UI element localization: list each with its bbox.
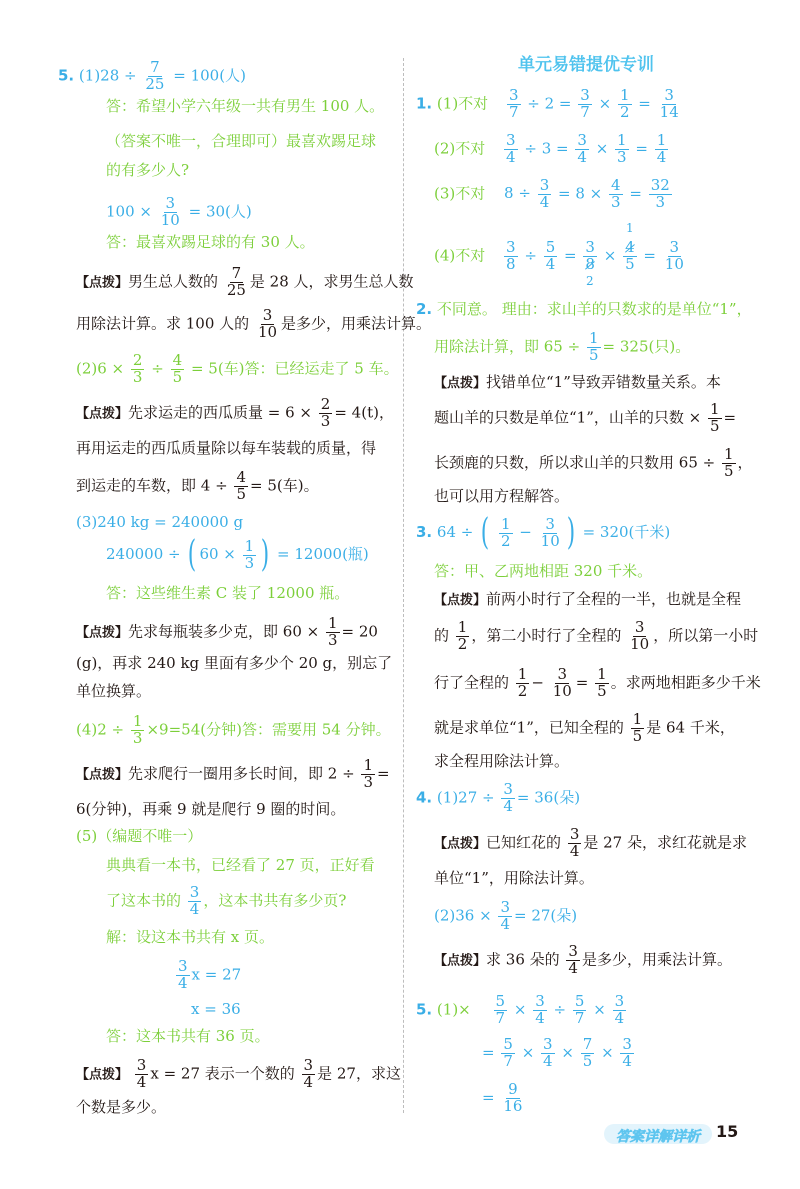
cancel-result-bottom: 2 (586, 274, 594, 288)
q5-3-line: (3)240 kg = 240000 g (76, 513, 244, 531)
p1-row-1: 1. (1)不对 $\frac{3}{7}$ ÷ 2 = $\frac{3}{7}$ × $\frac{1}{2}$ = $\frac{3}{14}$ (416, 86, 679, 121)
fraction: $\frac{3}{7}$ (508, 86, 519, 121)
tip-tag: 【点拨】 (434, 953, 487, 969)
fraction: $\frac{9}{16}$ (503, 1080, 523, 1115)
answer-line: 答：甲、乙两地相距 320 千米。 (434, 562, 653, 580)
tip-tag: 【点拨】 (434, 593, 487, 608)
fraction: $\frac{1}{2}$ (457, 618, 468, 653)
fraction: $\frac{3}{14}$ (659, 86, 679, 121)
tip-line: 【点拨】先求运走的西瓜质量 = 6 × $\frac{2}{3}$ = 4(t)， (76, 395, 394, 430)
tip-line: 【点拨】找错单位“1”导致弄错数量关系。本 (434, 373, 721, 391)
tip-line: (g)，再求 240 kg 里面有多少个 20 g，别忘了 (76, 654, 393, 672)
tip-line: 【点拨】前两小时行了全程的一半，也就是全程 (434, 590, 742, 608)
fraction: $\frac{1}{5}$ (588, 329, 599, 364)
fraction: $\frac{3}{10}$ (630, 618, 650, 653)
calc-line: 100 × $\frac{3}{10}$ = 30(人) (106, 194, 252, 229)
note-line: （答案不唯一，合理即可）最喜欢踢足球 (106, 132, 377, 150)
section-title: 单元易错提优专训 (518, 55, 654, 75)
p5-row-2: = $\frac{5}{7}$ × $\frac{3}{4}$ × $\frac{7}{5}$ × $\frac{3}{4}$ (482, 1035, 632, 1070)
tip-line: 长颈鹿的只数，所以求山羊的只数用 65 ÷ $\frac{1}{5}$ ， (434, 445, 753, 480)
fraction: $\frac{1}{5}$ (632, 710, 643, 745)
problem-number: 4. (416, 788, 433, 807)
tip-line: 【点拨】已知红花的 $\frac{3}{4}$ 是 27 朵，求红花就是求 (434, 825, 747, 860)
fraction: $\frac{7}{25}$ (226, 264, 246, 299)
tip-line: 单位“1”，用除法计算。 (434, 869, 594, 887)
p1-row-3: (3)不对 8 ÷ $\frac{3}{4}$ = 8 × $\frac{4}{3}$ = $\frac{32}{3}$ (434, 176, 670, 211)
tip-line: 到运走的车数，即 4 ÷ $\frac{4}{5}$ = 5(车)。 (76, 468, 319, 503)
cancel-result-top: 1 (626, 221, 634, 235)
problem-number: 5. (416, 1000, 433, 1019)
tip-line: 【点拨】先求爬行一圈用多长时间，即 2 ÷ $\frac{1}{3}$ = (76, 756, 390, 791)
tip-line: 【点拨】求 36 朵的 $\frac{3}{4}$ 是多少，用乘法计算。 (434, 942, 732, 977)
tip-line: 的 $\frac{1}{2}$ ，第二小时行了全程的 $\frac{3}{10}$ ，所以第一小时 (434, 618, 759, 653)
equation-line: $\frac{3}{4}$ x = 27 (178, 957, 242, 992)
fraction: $\frac{1}{5}$ (597, 665, 607, 700)
fraction: $\frac{3}{8}$ (506, 238, 516, 273)
fraction: $\frac{1}{4}$ (656, 131, 667, 166)
tip-line: 【点拨】先求每瓶装多少克，即 60 × $\frac{1}{3}$ = 20 (76, 614, 378, 649)
fraction: $\frac{3}{4}$ (543, 1035, 553, 1070)
answer-line: 答：希望小学六年级一共有男生 100 人。 (106, 97, 385, 115)
fraction: $\frac{7}{25}$ (145, 58, 165, 93)
fraction: $\frac{3}{7}$ (580, 86, 590, 121)
tip-tag: 【点拨】 (76, 1067, 129, 1083)
tip-line: 求全程用除法计算。 (434, 752, 570, 770)
fraction: $\frac{4}{5}$ (236, 468, 246, 503)
fraction: $\frac{7}{5}$ (582, 1035, 593, 1070)
p1-row-2: (2)不对 $\frac{3}{4}$ ÷ 3 = $\frac{3}{4}$ × $\frac{1}{3}$ = $\frac{1}{4}$ (434, 131, 667, 166)
p5-row-3: = $\frac{9}{16}$ (482, 1080, 523, 1115)
fraction: $\frac{5}{7}$ (495, 992, 506, 1027)
problem-text: 了这本书的 $\frac{3}{4}$ ，这本书共有多少页? (106, 883, 347, 918)
note-line: 的有多少人? (106, 161, 190, 179)
tip-line: 单位换算。 (76, 682, 152, 700)
problem-number: 2. (416, 300, 433, 318)
solution-line: 解：设这本书共有 x 页。 (106, 928, 274, 946)
expr-tail: = 100(人) (173, 66, 246, 85)
problem-number: 3. (416, 523, 433, 541)
fraction: $\frac{3}{10}$ (664, 238, 684, 273)
fraction: $\frac{3}{4}$ (178, 957, 188, 992)
tip-line: 个数是多少。 (76, 1098, 167, 1116)
fraction: $\frac{3}{4}$ (189, 883, 200, 918)
fraction: $\frac{3}{4}$ (136, 1056, 147, 1091)
fraction: $\frac{3}{8}$ (585, 238, 595, 273)
p4-1-line: 4. (1)27 ÷ $\frac{3}{4}$ = 36(朵) (416, 780, 581, 815)
fraction: $\frac{1}{2}$ (619, 86, 630, 121)
fraction: $\frac{3}{4}$ (500, 898, 510, 933)
fraction: $\frac{1}{2}$ (517, 665, 528, 700)
tip-line: 【点拨】 $\frac{3}{4}$ x = 27 表示一个数的 $\frac{3}{4}$ 是 27，求这 (76, 1056, 401, 1091)
fraction: $\frac{3}{4}$ (614, 992, 625, 1027)
problem-number: 1. (416, 94, 433, 113)
fraction: $\frac{4}{3}$ (611, 176, 621, 211)
fraction: $\frac{3}{4}$ (569, 825, 580, 860)
fraction: $\frac{3}{10}$ (540, 514, 560, 550)
footer-label: 答案详解详析 (616, 1129, 700, 1145)
fraction: $\frac{5}{7}$ (574, 992, 585, 1027)
fraction: $\frac{3}{4}$ (568, 942, 578, 977)
fraction: $\frac{3}{10}$ (160, 194, 180, 229)
fraction: $\frac{3}{10}$ (257, 306, 278, 341)
fraction: $\frac{32}{3}$ (650, 176, 670, 211)
equation-line: x = 36 (191, 1000, 241, 1018)
fraction: $\frac{1}{3}$ (244, 536, 255, 572)
fraction: $\frac{5}{4}$ (545, 238, 556, 273)
fraction: $\frac{1}{5}$ (723, 445, 734, 480)
fraction: $\frac{1}{3}$ (617, 131, 627, 166)
calc-line: 240000 ÷ ( 60 × $\frac{1}{3}$ ) = 12000(瓶) (106, 534, 369, 575)
tip-line: 6(分钟)，再乘 9 就是爬行 9 圈的时间。 (76, 800, 346, 818)
p1-row-4: (4)不对 $\frac{3}{8}$ ÷ $\frac{5}{4}$ = $\frac{3}{8}$ × $\frac{4}{5}$ = $\frac{3}{10}$ (434, 238, 684, 273)
q5-4-line: (4)2 ÷ $\frac{1}{3}$ ×9=54(分钟)答：需要用 54 分钟。 (76, 712, 391, 747)
p4-2-line: (2)36 × $\frac{3}{4}$ = 27(朵) (434, 898, 578, 933)
q5-1-line (58, 60, 246, 93)
tip-tag: 【点拨】 (434, 376, 487, 391)
tip-line: 再用运走的西瓜质量除以每车装载的质量，得 (76, 439, 377, 457)
problem-number: 5. (58, 66, 75, 85)
fraction: $\frac{1}{2}$ (500, 514, 511, 550)
tip-tag: 【点拨】 (76, 625, 129, 641)
p5-row-1: 5. (1)× $\frac{5}{7}$ × $\frac{3}{4}$ ÷ $\frac{5}{7}$ × $\frac{3}{4}$ (416, 992, 625, 1027)
tip-tag: 【点拨】 (76, 767, 129, 783)
fraction: $\frac{2}{3}$ (320, 395, 331, 430)
expr-label: (1)28 ÷ (78, 66, 137, 85)
fraction: $\frac{4}{5}$ (172, 351, 183, 386)
p3-line: 3. 64 ÷ ( $\frac{1}{2}$ − $\frac{3}{10}$ ) = 320(千米) (416, 512, 671, 553)
fraction: $\frac{3}{4}$ (303, 1056, 314, 1091)
tip-line: 用除法计算。求 100 人的 $\frac{3}{10}$ 是多少，用乘法计算。 (76, 306, 432, 341)
tip-line: 【点拨】男生总人数的 $\frac{7}{25}$ 是 28 人，求男生总人数 (76, 264, 414, 299)
fraction: $\frac{3}{10}$ (552, 665, 572, 700)
tip-line: 也可以用方程解答。 (434, 487, 570, 505)
fraction: $\frac{3}{4}$ (577, 131, 587, 166)
fraction: $\frac{3}{4}$ (503, 780, 513, 815)
fraction: $\frac{1}{3}$ (363, 756, 373, 791)
tip-line: 题山羊的只数是单位“1”，山羊的只数 × $\frac{1}{5}$ = (434, 400, 737, 435)
fraction: $\frac{1}{3}$ (328, 614, 338, 649)
p2-line-1: 2. 不同意。 理由：求山羊的只数求的是单位“1”， (416, 300, 752, 318)
p2-line-2: 用除法计算，即 65 ÷ $\frac{1}{5}$ = 325(只)。 (434, 329, 691, 364)
fraction: $\frac{3}{4}$ (622, 1035, 632, 1070)
tip-tag: 【点拨】 (76, 406, 129, 422)
q5-2-line: (2)6 × $\frac{2}{3}$ ÷ $\frac{4}{5}$ = 5(车)答：已经运走了 5 车。 (76, 351, 399, 386)
fraction: $\frac{3}{4}$ (539, 176, 550, 211)
column-divider (403, 58, 404, 1113)
fraction: $\frac{2}{3}$ (132, 351, 143, 386)
tip-line: 行了全程的 $\frac{1}{2}$ − $\frac{3}{10}$ = $\frac{1}{5}$ 。求两地相距多少千米 (434, 665, 761, 700)
page-number: 15 (716, 1122, 739, 1141)
answer-line: 答：这些维生素 C 装了 12000 瓶。 (106, 584, 350, 602)
answer-line: 答：这本书共有 36 页。 (106, 1027, 270, 1045)
fraction: $\frac{3}{4}$ (506, 131, 516, 166)
answer-line: 答：最喜欢踢足球的有 30 人。 (106, 233, 315, 251)
tip-tag: 【点拨】 (76, 275, 129, 291)
fraction: $\frac{1}{3}$ (132, 712, 143, 747)
fraction: $\frac{1}{5}$ (710, 400, 720, 435)
tip-tag: 【点拨】 (434, 836, 487, 852)
fraction: $\frac{3}{4}$ (535, 992, 545, 1027)
fraction: $\frac{4}{5}$ (625, 238, 635, 273)
fraction: $\frac{5}{7}$ (503, 1035, 513, 1070)
q5-5-line: (5)（编题不唯一） (76, 827, 203, 845)
problem-text: 典典看一本书，已经看了 27 页，正好看 (106, 856, 375, 874)
tip-line: 就是求单位“1”，已知全程的 $\frac{1}{5}$ 是 64 千米， (434, 710, 735, 745)
